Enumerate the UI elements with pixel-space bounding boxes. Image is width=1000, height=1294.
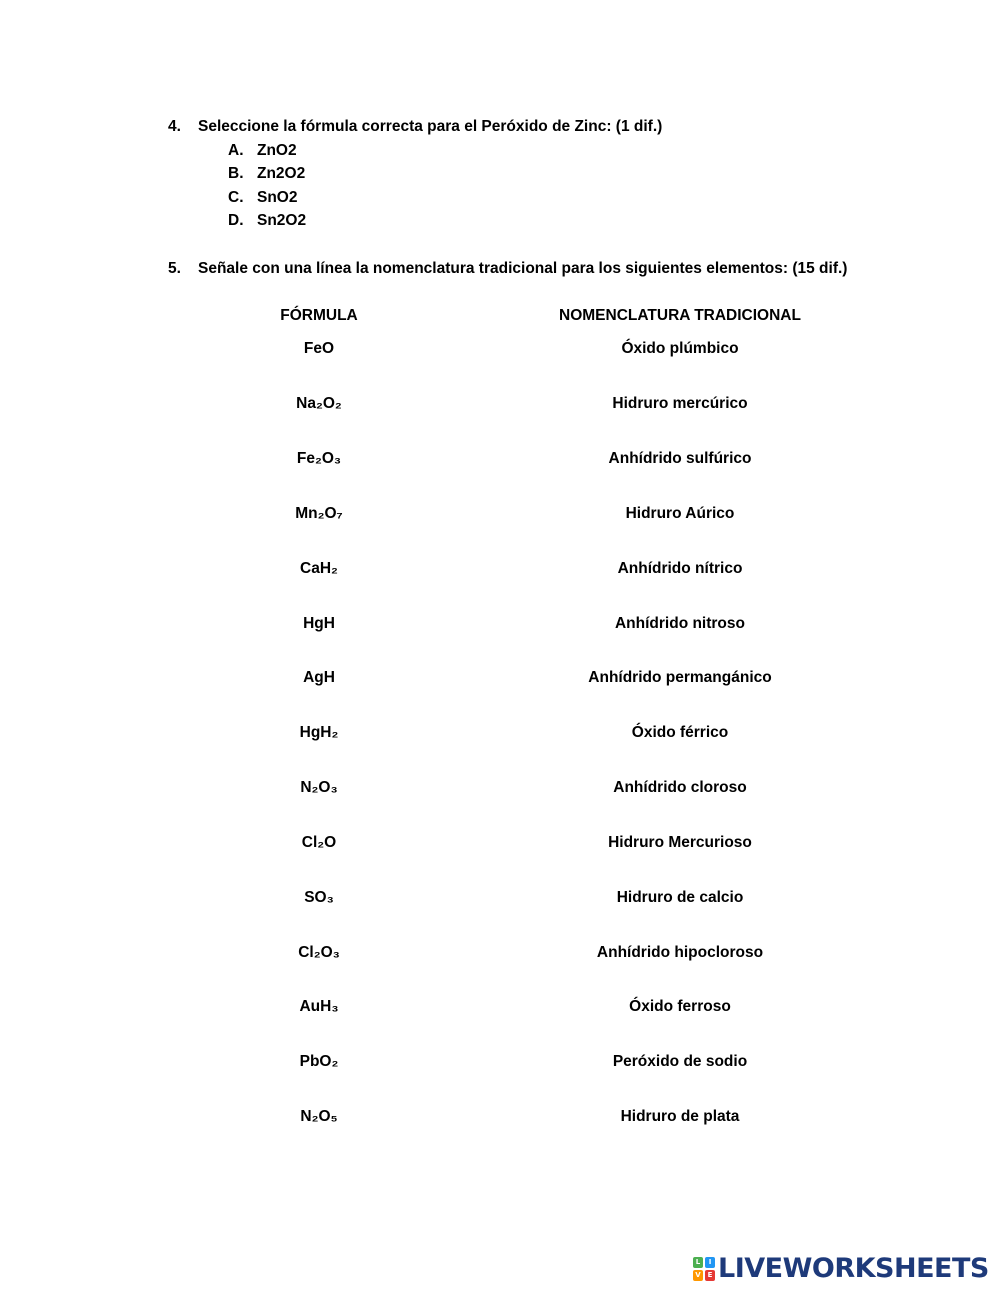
name-item[interactable]: Peróxido de sodio [612, 1053, 748, 1070]
option-letter: B. [228, 165, 244, 182]
formula-item[interactable]: Fe₂O₃ [296, 450, 342, 467]
logo-tile: L [693, 1257, 703, 1268]
option-text: Sn2O2 [257, 212, 307, 229]
formula-item[interactable]: Na₂O₂ [296, 395, 342, 412]
option-c[interactable] [228, 188, 297, 208]
liveworksheets-icon [693, 1257, 715, 1281]
formula-item[interactable]: Cl₂O [301, 834, 337, 851]
question-text: Señale con una línea la nomenclatura tradicional para los siguientes elementos: (15 dif.) [198, 260, 848, 277]
liveworksheets-logo [693, 1254, 989, 1284]
option-letter: A. [228, 142, 244, 159]
logo-tile: E [705, 1270, 715, 1281]
question-4 [168, 117, 662, 137]
formula-item[interactable]: FeO [303, 340, 335, 357]
formula-item[interactable]: N₂O₃ [300, 779, 338, 796]
nomenclature-column-header: NOMENCLATURA TRADICIONAL [559, 307, 801, 324]
formula-item[interactable]: CaH₂ [300, 560, 338, 577]
formula-column-header: FÓRMULA [280, 307, 358, 324]
formula-item[interactable]: AgH [303, 669, 335, 686]
name-item[interactable]: Anhídrido nítrico [617, 560, 743, 577]
name-item[interactable]: Hidruro Aúrico [625, 505, 735, 522]
formula-item[interactable]: Mn₂O₇ [295, 505, 343, 522]
name-item[interactable]: Óxido plúmbico [621, 340, 739, 357]
option-letter: D. [228, 212, 244, 229]
name-item[interactable]: Hidruro de calcio [616, 889, 744, 906]
name-item[interactable]: Hidruro de plata [620, 1108, 740, 1125]
question-text: Seleccione la fórmula correcta para el Peróxido de Zinc: (1 dif.) [198, 118, 663, 135]
formula-item[interactable]: N₂O₅ [300, 1108, 338, 1125]
logo-tile: V [693, 1270, 703, 1281]
option-letter: C. [228, 189, 244, 206]
option-d[interactable] [228, 211, 306, 231]
formula-item[interactable]: AuH₃ [299, 998, 339, 1015]
name-item[interactable]: Anhídrido sulfúrico [608, 450, 752, 467]
question-number: 5. [168, 260, 181, 277]
formula-item[interactable]: HgH [303, 615, 335, 632]
option-b[interactable] [228, 164, 305, 184]
option-text: ZnO2 [257, 142, 297, 159]
formula-item[interactable]: HgH₂ [299, 724, 339, 741]
name-item[interactable]: Hidruro Mercurioso [608, 834, 752, 851]
brand-name: LIVEWORKSHEETS [718, 1253, 989, 1284]
logo-tile: I [705, 1257, 715, 1268]
name-item[interactable]: Anhídrido nitroso [614, 615, 745, 632]
name-item[interactable]: Anhídrido permangánico [588, 669, 772, 686]
option-a[interactable] [228, 141, 297, 161]
question-number: 4. [168, 118, 181, 135]
name-item[interactable]: Hidruro mercúrico [612, 395, 748, 412]
formula-item[interactable]: PbO₂ [299, 1053, 339, 1070]
option-text: SnO2 [257, 189, 298, 206]
formula-item[interactable]: SO₃ [304, 889, 334, 906]
formula-item[interactable]: Cl₂O₃ [298, 944, 340, 961]
question-5 [168, 259, 847, 279]
option-text: Zn2O2 [257, 165, 306, 182]
name-item[interactable]: Óxido férrico [631, 724, 729, 741]
name-item[interactable]: Óxido ferroso [629, 998, 731, 1015]
name-item[interactable]: Anhídrido hipocloroso [596, 944, 764, 961]
name-item[interactable]: Anhídrido cloroso [613, 779, 747, 796]
